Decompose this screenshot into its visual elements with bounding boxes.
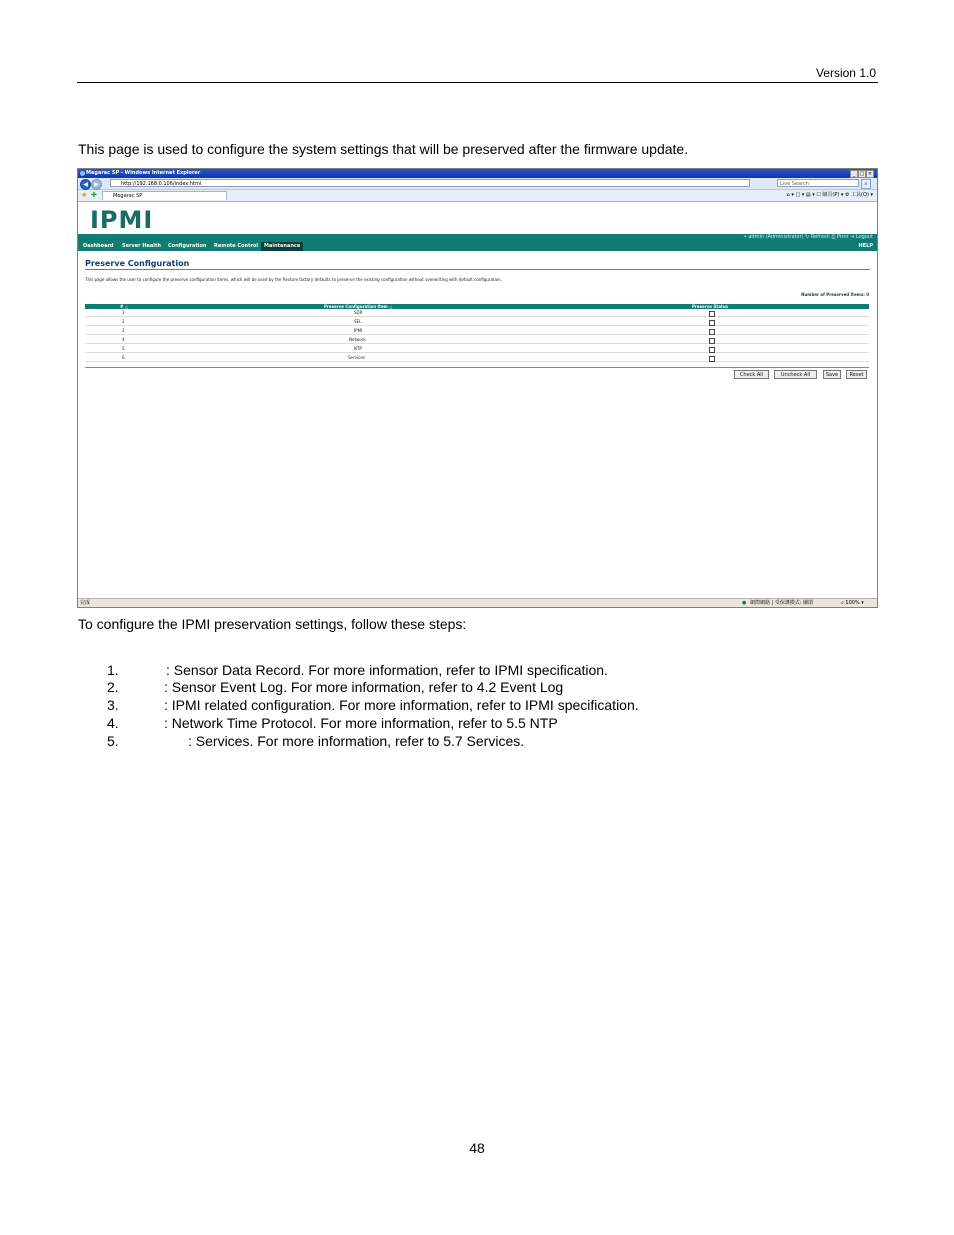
- forward-icon[interactable]: ▶: [91, 179, 102, 190]
- step-number: 3.: [107, 697, 119, 713]
- content-title: Preserve Configuration: [85, 259, 190, 268]
- tab-bar: [78, 190, 877, 202]
- globe-icon: ●: [742, 600, 747, 606]
- row-item: NTP: [354, 346, 362, 351]
- steps-intro: To configure the IPMI preservation settings, follow these steps:: [78, 616, 467, 632]
- check-all-button[interactable]: Check All: [734, 370, 769, 379]
- nav-configuration[interactable]: Configuration: [168, 243, 207, 249]
- nav-dashboard[interactable]: Dashboard: [83, 243, 114, 249]
- table-divider: [85, 367, 869, 368]
- preserved-count: Number of Preserved Items: 0: [801, 292, 869, 297]
- step-text: : Network Time Protocol. For more information, refer to 5.5 NTP: [164, 715, 558, 731]
- content-description: This page allows the user to configure the preserve configuration items, which will be used by the Restore factory defaults to preserve the existing configuration without overwriting with default configuration.: [85, 277, 502, 282]
- window-title: Megarac SP - Windows Internet Explorer: [86, 170, 201, 176]
- browser-tab[interactable]: Megarac SP: [102, 191, 227, 200]
- column-item[interactable]: Preserve Configuration Item △: [324, 304, 393, 309]
- browser-statusbar: [78, 598, 877, 608]
- row-item: Network: [349, 337, 366, 342]
- title-divider: [85, 269, 870, 270]
- nav-remote-control[interactable]: Remote Control: [214, 243, 259, 249]
- intro-paragraph: This page is used to configure the system settings that will be preserved after the firmware update.: [78, 141, 689, 157]
- step-text: : Services. For more information, refer to 5.7 Services.: [188, 733, 525, 749]
- row-item: SEL: [354, 319, 362, 324]
- zoom-control[interactable]: ⌕ 100% ▾: [841, 600, 864, 606]
- embedded-screenshot: [77, 168, 878, 608]
- nav-maintenance[interactable]: Maintenance: [261, 242, 303, 251]
- table-row: [85, 345, 869, 353]
- url-input[interactable]: http://192.168.0.106/index.html: [110, 179, 750, 187]
- page-number: 48: [469, 1140, 485, 1156]
- save-button[interactable]: Save: [823, 370, 841, 379]
- search-icon[interactable]: ⌕: [861, 179, 871, 189]
- row-number: 4: [122, 337, 125, 342]
- step-number: 1.: [107, 662, 119, 678]
- user-actions[interactable]: • admin (Administrator) ↻ Refresh ⎙ Print ⇥ Logout: [743, 234, 873, 240]
- search-input[interactable]: Live Search: [777, 179, 859, 187]
- column-status: Preserve Status: [692, 304, 729, 309]
- ipmi-logo: IPMI: [90, 206, 154, 234]
- add-favorite-icon[interactable]: ✚: [91, 191, 97, 199]
- row-number: 1: [122, 310, 125, 315]
- row-number: 5: [122, 346, 125, 351]
- status-text: 完成: [80, 600, 91, 606]
- ie-command-bar[interactable]: ⌂ ▾ □ ▾ ▤ ▾ ☐ 網頁(P) ▾ ⚙ 工具(O) ▾: [786, 192, 873, 198]
- uncheck-all-button[interactable]: Uncheck All: [774, 370, 817, 379]
- nav-server-health[interactable]: Server Health: [122, 243, 161, 249]
- table-row: [85, 309, 869, 317]
- ie-icon: [80, 171, 85, 176]
- row-number: 3: [122, 328, 125, 333]
- maximize-icon[interactable]: □: [859, 171, 865, 177]
- table-row: [85, 354, 869, 362]
- row-item: IPMI: [354, 328, 363, 333]
- column-number[interactable]: # △: [120, 304, 128, 309]
- list-item: [107, 733, 807, 751]
- reset-button[interactable]: Reset: [846, 370, 867, 379]
- step-text: : Sensor Event Log. For more information, refer to 4.2 Event Log: [164, 679, 564, 695]
- back-icon[interactable]: ◀: [80, 179, 91, 190]
- address-bar: [78, 178, 877, 190]
- help-link[interactable]: HELP: [858, 243, 873, 249]
- row-item: Services: [348, 355, 365, 360]
- step-number: 2.: [107, 679, 119, 695]
- list-item: [107, 662, 807, 680]
- preserve-checkbox[interactable]: [709, 347, 715, 353]
- header-divider: [77, 82, 878, 83]
- browser-titlebar: [78, 169, 877, 178]
- step-number: 4.: [107, 715, 119, 731]
- ipmi-navbar: [78, 234, 877, 251]
- step-number: 5.: [107, 733, 119, 749]
- ipmi-header: [78, 202, 877, 234]
- list-item: [107, 679, 807, 697]
- favorites-star-icon[interactable]: ★: [81, 191, 88, 199]
- list-item: [107, 697, 807, 715]
- preserve-checkbox[interactable]: [709, 356, 715, 362]
- preserve-checkbox[interactable]: [709, 329, 715, 335]
- preserve-checkbox[interactable]: [709, 311, 715, 317]
- minimize-icon[interactable]: _: [850, 170, 858, 178]
- row-number: 2: [122, 319, 125, 324]
- preserve-checkbox[interactable]: [709, 338, 715, 344]
- row-number: 6: [122, 355, 125, 360]
- table-row: [85, 336, 869, 344]
- row-item: SDR: [354, 310, 363, 315]
- close-icon[interactable]: ×: [867, 171, 873, 177]
- preserve-checkbox[interactable]: [709, 320, 715, 326]
- zone-status: 網際網路 | 受保護模式: 關閉: [750, 600, 814, 606]
- step-text: : Sensor Data Record. For more information, refer to IPMI specification.: [166, 662, 608, 678]
- version-label: Version 1.0: [815, 66, 876, 80]
- table-row: [85, 327, 869, 335]
- step-text: : IPMI related configuration. For more information, refer to IPMI specification.: [164, 697, 639, 713]
- table-row: [85, 318, 869, 326]
- list-item: [107, 715, 807, 733]
